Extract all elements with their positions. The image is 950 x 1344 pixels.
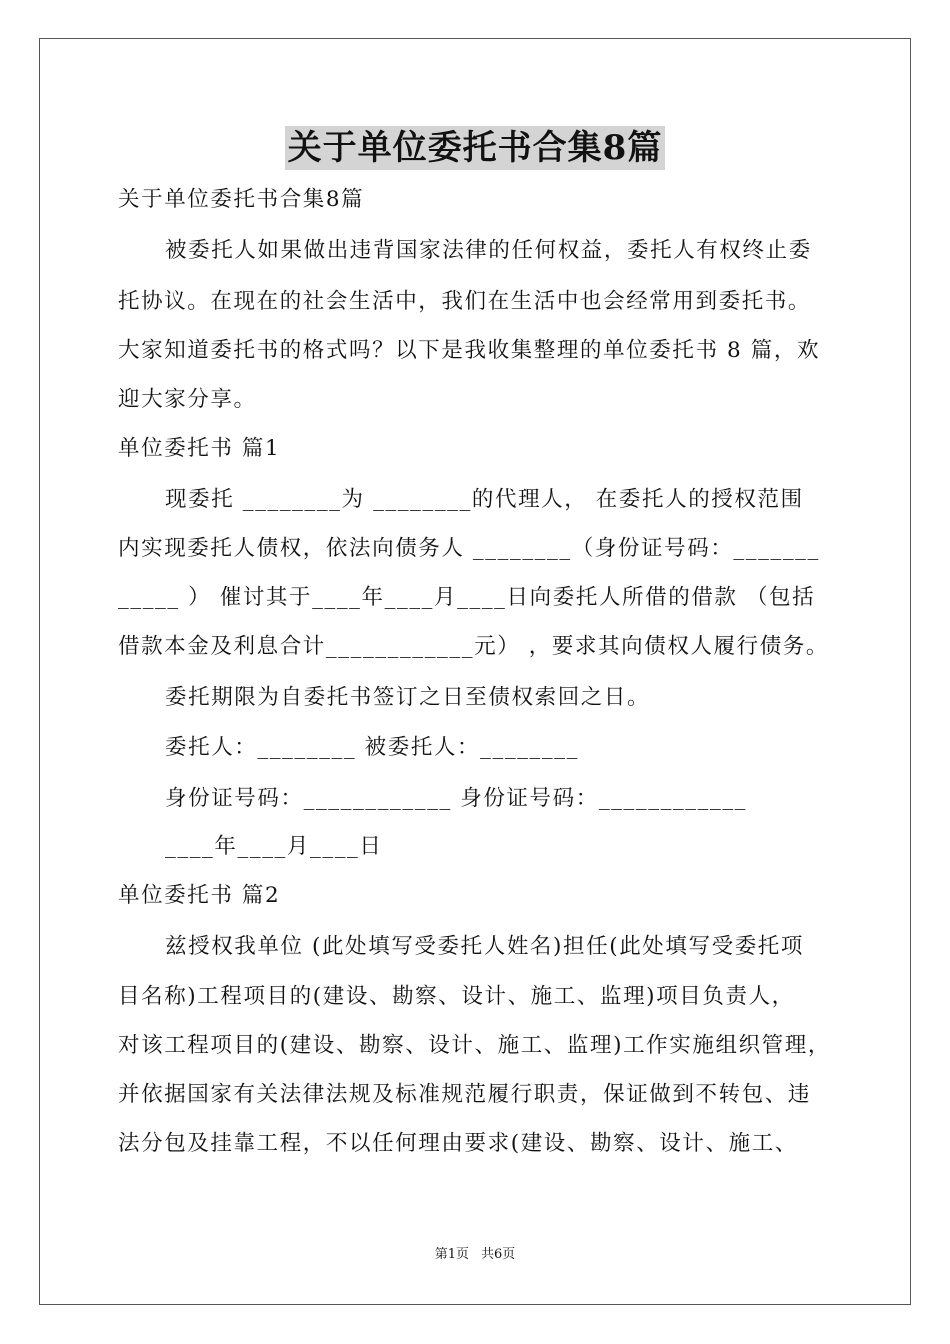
body-line: 大家知道委托书的格式吗？以下是我收集整理的单位委托书 8 篇，欢 bbox=[118, 338, 821, 363]
body-line: 内实现委托人债权，依法向债务人 ________（身份证号码：_______ bbox=[118, 536, 820, 561]
total-pages: 共6页 bbox=[481, 1247, 516, 1262]
body-line: 并依据国家有关法律法规及标准规范履行职责，保证做到不转包、违 bbox=[118, 1082, 812, 1107]
page-border bbox=[39, 38, 911, 1305]
body-line: 目名称)工程项目的(建设、勘察、设计、施工、监理)项目负责人， bbox=[118, 984, 795, 1009]
date-line: ____年____月____日 bbox=[165, 834, 383, 859]
subtitle-line: 关于单位委托书合集8篇 bbox=[118, 187, 365, 212]
body-line: 兹授权我单位 (此处填写受委托人姓名)担任(此处填写受委托项 bbox=[165, 934, 805, 959]
body-line: _____ ） 催讨其于____年____月____日向委托人所借的借款 （包括 bbox=[118, 585, 816, 610]
body-line: 对该工程项目的(建设、勘察、设计、施工、监理)工作实施组织管理， bbox=[118, 1033, 831, 1058]
id-number-line: 身份证号码：____________ 身份证号码：____________ bbox=[165, 786, 748, 811]
section-heading: 单位委托书 篇1 bbox=[118, 436, 281, 461]
body-line: 托协议。在现在的社会生活中，我们在生活中也会经常用到委托书。 bbox=[118, 289, 812, 314]
title-container bbox=[0, 126, 950, 170]
body-line: 迎大家分享。 bbox=[118, 387, 257, 412]
body-line: 法分包及挂靠工程，不以任何理由要求(建设、勘察、设计、施工、 bbox=[118, 1131, 798, 1156]
body-line: 现委托 ________为 ________的代理人， 在委托人的授权范围 bbox=[165, 487, 804, 512]
section-heading: 单位委托书 篇2 bbox=[118, 883, 281, 908]
body-line: 借款本金及利息合计____________元） ，要求其向债权人履行债务。 bbox=[118, 634, 830, 659]
body-line: 被委托人如果做出违背国家法律的任何权益，委托人有权终止委 bbox=[165, 238, 812, 263]
document-title: 关于单位委托书合集8篇 bbox=[285, 126, 666, 170]
page-footer bbox=[0, 1246, 950, 1264]
signature-line: 委托人：________ 被委托人：________ bbox=[165, 735, 579, 760]
body-line: 委托期限为自委托书签订之日至债权索回之日。 bbox=[165, 685, 651, 710]
page-number: 第1页 bbox=[434, 1247, 469, 1262]
